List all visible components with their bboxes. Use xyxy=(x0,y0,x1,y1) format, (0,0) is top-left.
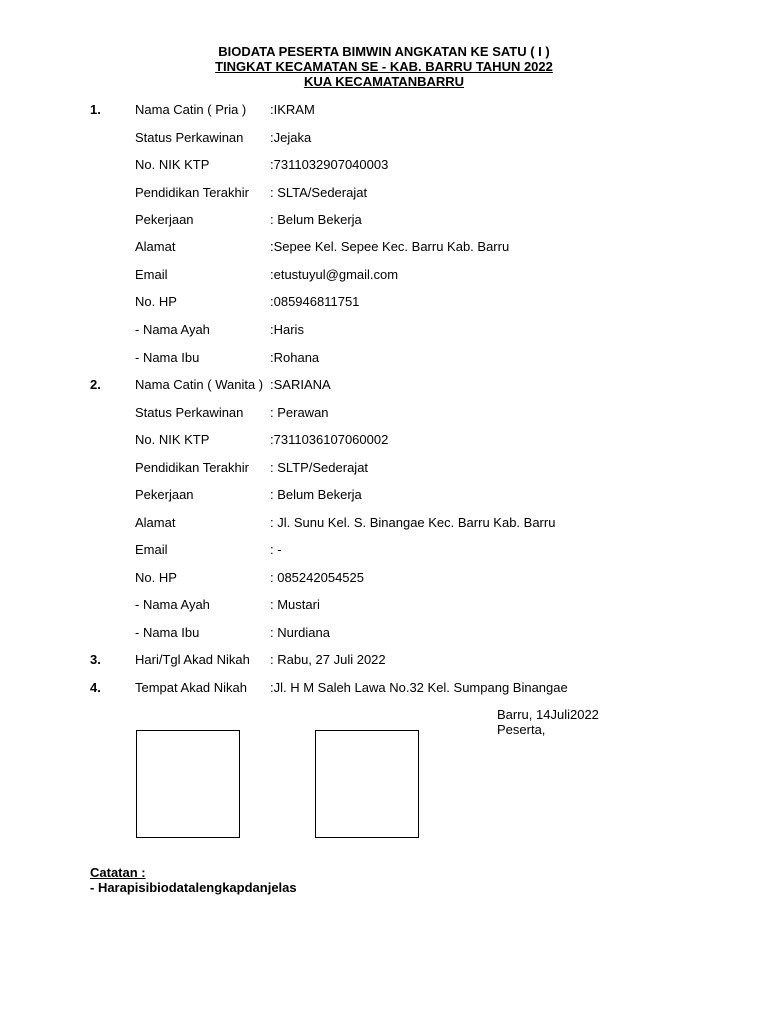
doc-title-line2: TINGKAT KECAMATAN SE - KAB. BARRU TAHUN 2022 xyxy=(215,59,553,74)
field-value: :Jejaka xyxy=(270,130,312,145)
field-label: Alamat xyxy=(135,239,176,254)
field-value: : 085242054525 xyxy=(270,570,364,585)
row-groom-father xyxy=(135,322,304,337)
row-bride-education xyxy=(135,460,368,475)
doc-title-line3: KUA KECAMATANBARRU xyxy=(303,74,465,89)
field-label: Pekerjaan xyxy=(135,212,194,227)
field-value: : Mustari xyxy=(270,597,320,612)
row-groom-phone xyxy=(135,294,359,309)
row-bride-name xyxy=(135,377,331,392)
row-bride-nik xyxy=(135,432,388,447)
row-bride-father xyxy=(135,597,320,612)
section-number-4: 4. xyxy=(90,680,101,695)
row-wedding-date xyxy=(135,652,386,667)
field-value: : Belum Bekerja xyxy=(270,212,362,227)
field-label: Pekerjaan xyxy=(135,487,194,502)
field-value: :085946811751 xyxy=(270,294,360,309)
field-label: No. HP xyxy=(135,294,177,309)
row-groom-status xyxy=(135,130,311,145)
notes-item: - Harapisibiodatalengkapdanjelas xyxy=(90,880,297,895)
row-wedding-place xyxy=(135,680,568,695)
field-value: : SLTP/Sederajat xyxy=(270,460,369,475)
signature-place-date: Barru, 14Juli2022 xyxy=(497,707,599,722)
row-bride-status xyxy=(135,405,329,420)
field-label: No. HP xyxy=(135,570,177,585)
field-value: :etustuyul@gmail.com xyxy=(270,267,399,282)
signature-role: Peserta, xyxy=(497,722,546,737)
row-groom-nik xyxy=(135,157,388,172)
field-value: :IKRAM xyxy=(270,102,315,117)
row-bride-address xyxy=(135,515,555,530)
field-value: : SLTA/Sederajat xyxy=(270,185,368,200)
row-bride-job xyxy=(135,487,362,502)
field-value: : Jl. Sunu Kel. S. Binangae Kec. Barru Kab. Barru xyxy=(270,515,556,530)
field-value: : Perawan xyxy=(270,405,329,420)
field-label: Email xyxy=(135,542,168,557)
field-value: :SARIANA xyxy=(270,377,331,392)
field-label: Nama Catin ( Wanita ) xyxy=(135,377,264,392)
row-groom-email xyxy=(135,267,398,282)
section-number-3: 3. xyxy=(90,652,101,667)
doc-title-line1: BIODATA PESERTA BIMWIN ANGKATAN KE SATU ( I ) xyxy=(218,44,550,59)
field-value: :7311032907040003 xyxy=(270,157,389,172)
photo-box-groom xyxy=(136,730,240,838)
field-label: Alamat xyxy=(135,515,176,530)
field-value: : - xyxy=(270,542,282,557)
row-groom-name xyxy=(135,102,315,117)
field-value: :Jl. H M Saleh Lawa No.32 Kel. Sumpang Binangae xyxy=(270,680,568,695)
field-value: :Rohana xyxy=(270,350,320,365)
field-label: - Nama Ibu xyxy=(135,350,200,365)
field-value: :Haris xyxy=(270,322,304,337)
row-groom-mother xyxy=(135,350,319,365)
field-label: No. NIK KTP xyxy=(135,157,210,172)
field-label: - Nama Ayah xyxy=(135,322,210,337)
row-groom-job xyxy=(135,212,362,227)
row-bride-phone xyxy=(135,570,364,585)
row-bride-email xyxy=(135,542,282,557)
field-value: :7311036107060002 xyxy=(270,432,389,447)
field-label: Tempat Akad Nikah xyxy=(135,680,248,695)
row-groom-address xyxy=(135,239,509,254)
field-value: :Sepee Kel. Sepee Kec. Barru Kab. Barru xyxy=(270,239,510,254)
field-label: Status Perkawinan xyxy=(135,130,244,145)
field-value: : Belum Bekerja xyxy=(270,487,362,502)
field-value: : Nurdiana xyxy=(270,625,330,640)
section-number-1: 1. xyxy=(90,102,101,117)
notes-title: Catatan : xyxy=(90,865,146,880)
row-groom-education xyxy=(135,185,367,200)
row-bride-mother xyxy=(135,625,330,640)
field-label: Pendidikan Terakhir xyxy=(135,460,249,475)
field-label: Pendidikan Terakhir xyxy=(135,185,249,200)
field-label: Nama Catin ( Pria ) xyxy=(135,102,247,117)
section-number-2: 2. xyxy=(90,377,101,392)
field-label: Status Perkawinan xyxy=(135,405,244,420)
field-label: Hari/Tgl Akad Nikah xyxy=(135,652,250,667)
field-label: - Nama Ibu xyxy=(135,625,200,640)
field-label: Email xyxy=(135,267,168,282)
field-label: No. NIK KTP xyxy=(135,432,210,447)
field-value: : Rabu, 27 Juli 2022 xyxy=(270,652,386,667)
field-label: - Nama Ayah xyxy=(135,597,210,612)
photo-box-bride xyxy=(315,730,419,838)
